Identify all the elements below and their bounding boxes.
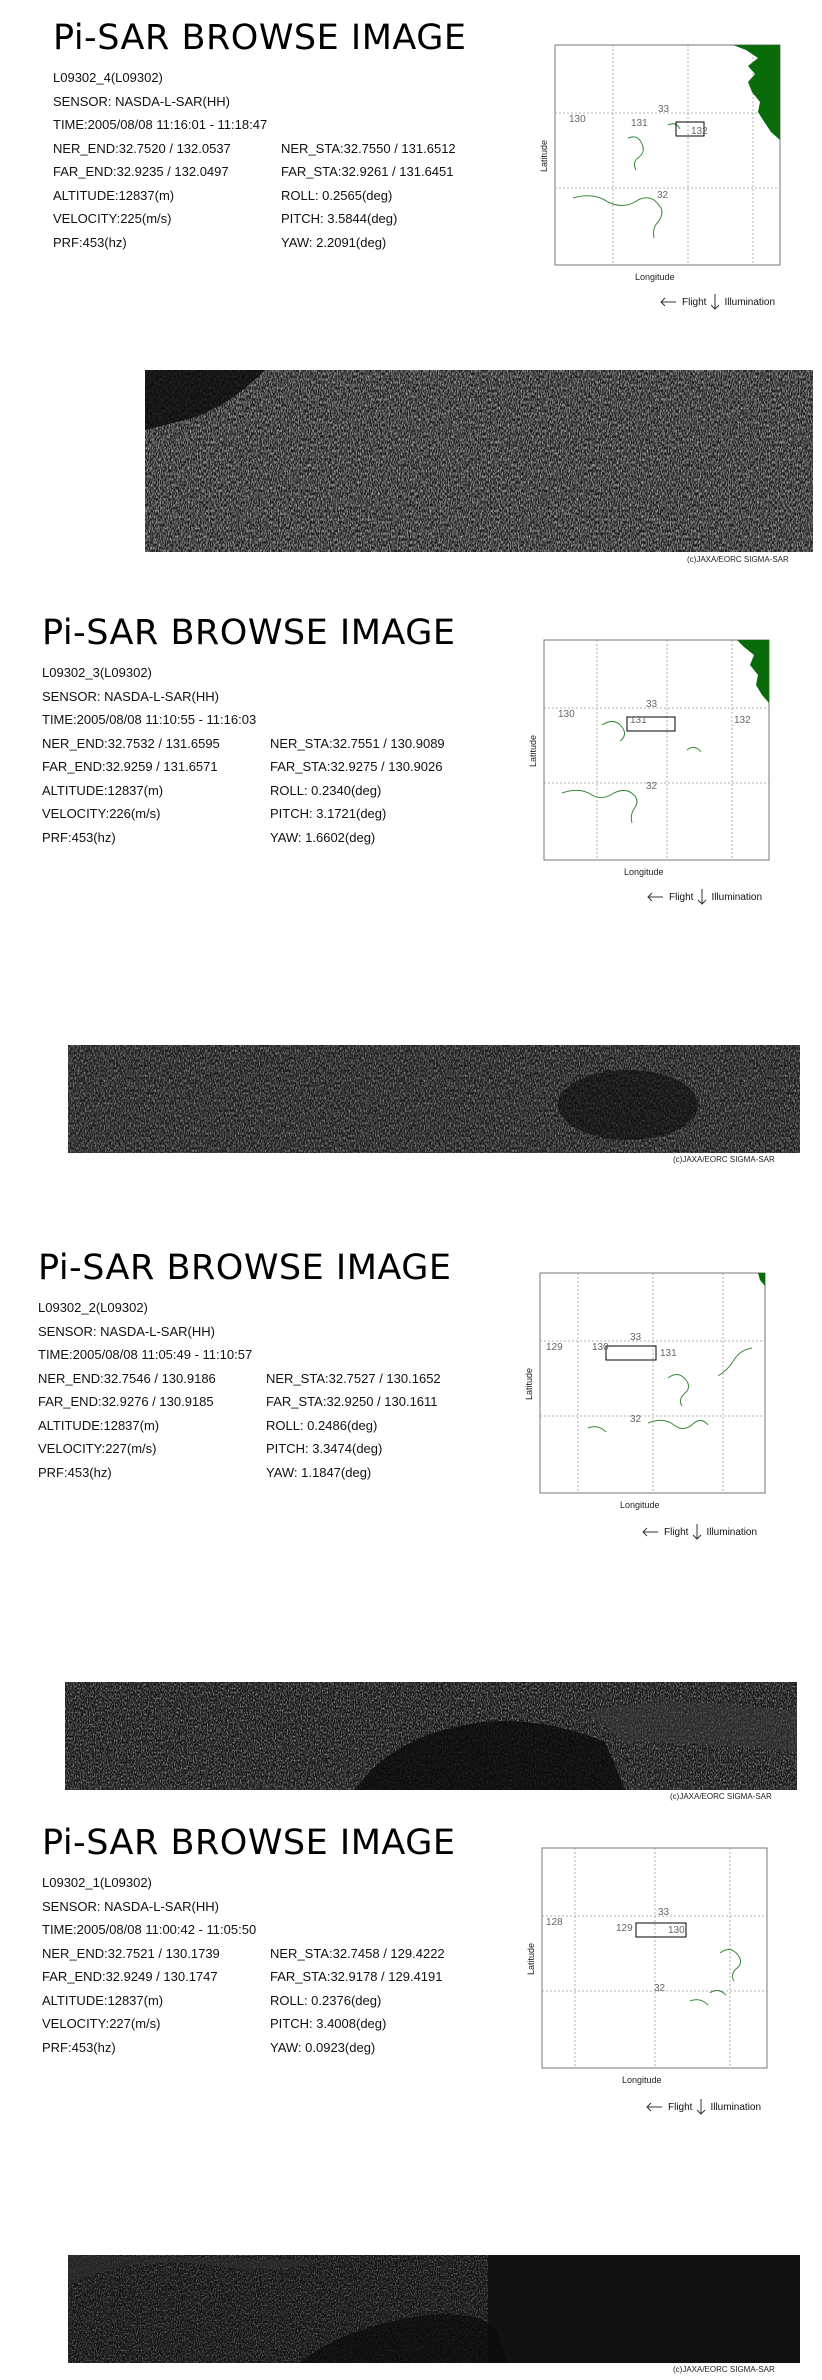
sar-texture [68, 1045, 800, 1153]
roll: ROLL: 0.2376(deg) [270, 1992, 382, 2008]
far-sta: FAR_STA:32.9178 / 129.4191 [270, 1969, 443, 1984]
browse-section-1 [0, 0, 822, 595]
location-map [518, 1268, 768, 1528]
ner-end: NER_END:32.7546 / 130.9186 [38, 1370, 216, 1386]
y-axis-label: Latitude [526, 1942, 536, 1975]
roll: ROLL: 0.2565(deg) [281, 187, 393, 203]
altitude: ALTITUDE:12837(m) [42, 1992, 164, 2008]
flight-arrow-icon [640, 1527, 660, 1537]
pitch: PITCH: 3.1721(deg) [270, 806, 387, 821]
velocity: VELOCITY:227(m/s) [42, 2016, 161, 2031]
y-axis-label: Latitude [524, 1367, 534, 1400]
x-axis-label: Longitude [622, 2075, 662, 2085]
flight-label: Flight [682, 296, 707, 308]
lon-label-3: 132 [691, 126, 708, 137]
location-map-graphic [533, 40, 783, 300]
copyright-credit: (c)JAXA/EORC SIGMA-SAR [687, 555, 789, 564]
prf: PRF:453(hz) [53, 234, 127, 250]
flight-label: Flight [668, 2101, 693, 2113]
sar-image [145, 370, 813, 552]
roll: ROLL: 0.2340(deg) [270, 782, 382, 798]
lon-label-1: 129 [546, 1342, 563, 1353]
sensor: SENSOR: NASDA-L-SAR(HH) [53, 93, 230, 109]
lon-label-3: 130 [668, 1925, 685, 1936]
far-sta: FAR_STA:32.9250 / 130.1611 [266, 1394, 438, 1409]
flight-arrow-icon [644, 2102, 664, 2112]
illumination-label: Illumination [724, 296, 776, 308]
yaw: YAW: 1.6602(deg) [270, 829, 376, 845]
x-axis-label: Longitude [624, 867, 664, 877]
time: TIME:2005/08/08 11:10:55 - 11:16:03 [42, 712, 257, 727]
far-sta: FAR_STA:32.9261 / 131.6451 [281, 164, 454, 179]
location-map-graphic [522, 635, 772, 895]
direction-legend [658, 293, 775, 311]
far-end: FAR_END:32.9235 / 132.0497 [53, 164, 229, 179]
scene-id: L09302_2(L09302) [38, 1300, 148, 1315]
altitude: ALTITUDE:12837(m) [38, 1417, 160, 1433]
metadata-block [42, 661, 445, 849]
lat-label-2: 32 [646, 781, 658, 792]
browse-section-2 [0, 595, 822, 1210]
illumination-arrow-icon [710, 293, 720, 311]
far-end: FAR_END:32.9276 / 130.9185 [38, 1394, 214, 1409]
metadata-block [53, 66, 456, 254]
location-map-graphic [520, 1843, 770, 2103]
scene-id: L09302_1(L09302) [42, 1875, 152, 1890]
browse-section-4 [0, 1805, 822, 2380]
lat-label-1: 33 [630, 1332, 642, 1343]
sensor: SENSOR: NASDA-L-SAR(HH) [42, 688, 219, 704]
illumination-arrow-icon [692, 1523, 702, 1541]
illumination-label: Illumination [711, 891, 763, 903]
copyright-credit: (c)JAXA/EORC SIGMA-SAR [673, 1155, 775, 1164]
roll: ROLL: 0.2486(deg) [266, 1417, 378, 1433]
yaw: YAW: 1.1847(deg) [266, 1464, 372, 1480]
far-end: FAR_END:32.9259 / 131.6571 [42, 759, 218, 774]
metadata-block [42, 1871, 445, 2059]
x-axis-label: Longitude [620, 1500, 660, 1510]
ner-sta: NER_STA:32.7550 / 131.6512 [281, 140, 456, 156]
time: TIME:2005/08/08 11:16:01 - 11:18:47 [53, 117, 268, 132]
ner-end: NER_END:32.7521 / 130.1739 [42, 1945, 220, 1961]
yaw: YAW: 2.2091(deg) [281, 234, 387, 250]
sar-image [68, 1045, 800, 1153]
time: TIME:2005/08/08 11:05:49 - 11:10:57 [38, 1347, 253, 1362]
yaw: YAW: 0.0923(deg) [270, 2039, 376, 2055]
illumination-arrow-icon [696, 2098, 706, 2116]
y-axis-label: Latitude [539, 139, 549, 172]
lon-label-1: 128 [546, 1917, 563, 1928]
lon-label-1: 130 [558, 709, 575, 720]
lat-label-2: 32 [654, 1983, 666, 1994]
prf: PRF:453(hz) [38, 1464, 112, 1480]
lon-label-3: 132 [734, 715, 751, 726]
illumination-label: Illumination [706, 1526, 758, 1538]
pitch: PITCH: 3.3474(deg) [266, 1441, 383, 1456]
location-map-graphic [518, 1268, 768, 1528]
ner-sta: NER_STA:32.7458 / 129.4222 [270, 1945, 445, 1961]
prf: PRF:453(hz) [42, 829, 116, 845]
copyright-credit: (c)JAXA/EORC SIGMA-SAR [673, 2365, 775, 2374]
sar-texture [145, 370, 813, 552]
lon-label-2: 131 [631, 118, 648, 129]
ner-sta: NER_STA:32.7551 / 130.9089 [270, 735, 445, 751]
illumination-label: Illumination [710, 2101, 762, 2113]
lat-label-2: 32 [657, 190, 669, 201]
pitch: PITCH: 3.4008(deg) [270, 2016, 387, 2031]
velocity: VELOCITY:226(m/s) [42, 806, 161, 821]
direction-legend [644, 2098, 761, 2116]
direction-legend [640, 1523, 757, 1541]
ner-end: NER_END:32.7520 / 132.0537 [53, 140, 231, 156]
sar-texture [68, 2255, 800, 2363]
scene-id: L09302_3(L09302) [42, 665, 152, 680]
lon-label-3: 131 [660, 1348, 677, 1359]
page-title: Pi-SAR BROWSE IMAGE [42, 1823, 456, 1863]
sar-image [68, 2255, 800, 2363]
page-title: Pi-SAR BROWSE IMAGE [53, 18, 467, 58]
lat-label-2: 32 [630, 1414, 642, 1425]
velocity: VELOCITY:225(m/s) [53, 211, 172, 226]
flight-label: Flight [669, 891, 694, 903]
prf: PRF:453(hz) [42, 2039, 116, 2055]
sensor: SENSOR: NASDA-L-SAR(HH) [38, 1323, 215, 1339]
pitch: PITCH: 3.5844(deg) [281, 211, 398, 226]
y-axis-label: Latitude [528, 734, 538, 767]
lat-label-1: 33 [646, 699, 658, 710]
x-axis-label: Longitude [635, 272, 675, 282]
location-map [533, 40, 783, 300]
flight-arrow-icon [645, 892, 665, 902]
far-sta: FAR_STA:32.9275 / 130.9026 [270, 759, 443, 774]
lat-label-1: 33 [658, 1907, 670, 1918]
page-title: Pi-SAR BROWSE IMAGE [42, 613, 456, 653]
sar-texture [65, 1682, 797, 1790]
location-map [522, 635, 772, 895]
altitude: ALTITUDE:12837(m) [53, 187, 175, 203]
velocity: VELOCITY:227(m/s) [38, 1441, 157, 1456]
scene-id: L09302_4(L09302) [53, 70, 163, 85]
lon-label-2: 130 [592, 1342, 609, 1353]
far-end: FAR_END:32.9249 / 130.1747 [42, 1969, 218, 1984]
ner-end: NER_END:32.7532 / 131.6595 [42, 735, 220, 751]
altitude: ALTITUDE:12837(m) [42, 782, 164, 798]
direction-legend [645, 888, 762, 906]
ner-sta: NER_STA:32.7527 / 130.1652 [266, 1370, 441, 1386]
browse-section-3 [0, 1230, 822, 1805]
illumination-arrow-icon [697, 888, 707, 906]
time: TIME:2005/08/08 11:00:42 - 11:05:50 [42, 1922, 257, 1937]
flight-arrow-icon [658, 297, 678, 307]
flight-label: Flight [664, 1526, 689, 1538]
lon-label-2: 131 [630, 715, 647, 726]
sar-image [65, 1682, 797, 1790]
metadata-block [38, 1296, 441, 1484]
location-map [520, 1843, 770, 2103]
copyright-credit: (c)JAXA/EORC SIGMA-SAR [670, 1792, 772, 1801]
lon-label-1: 130 [569, 114, 586, 125]
page-title: Pi-SAR BROWSE IMAGE [38, 1248, 452, 1288]
sensor: SENSOR: NASDA-L-SAR(HH) [42, 1898, 219, 1914]
lat-label-1: 33 [658, 104, 670, 115]
lon-label-2: 129 [616, 1923, 633, 1934]
